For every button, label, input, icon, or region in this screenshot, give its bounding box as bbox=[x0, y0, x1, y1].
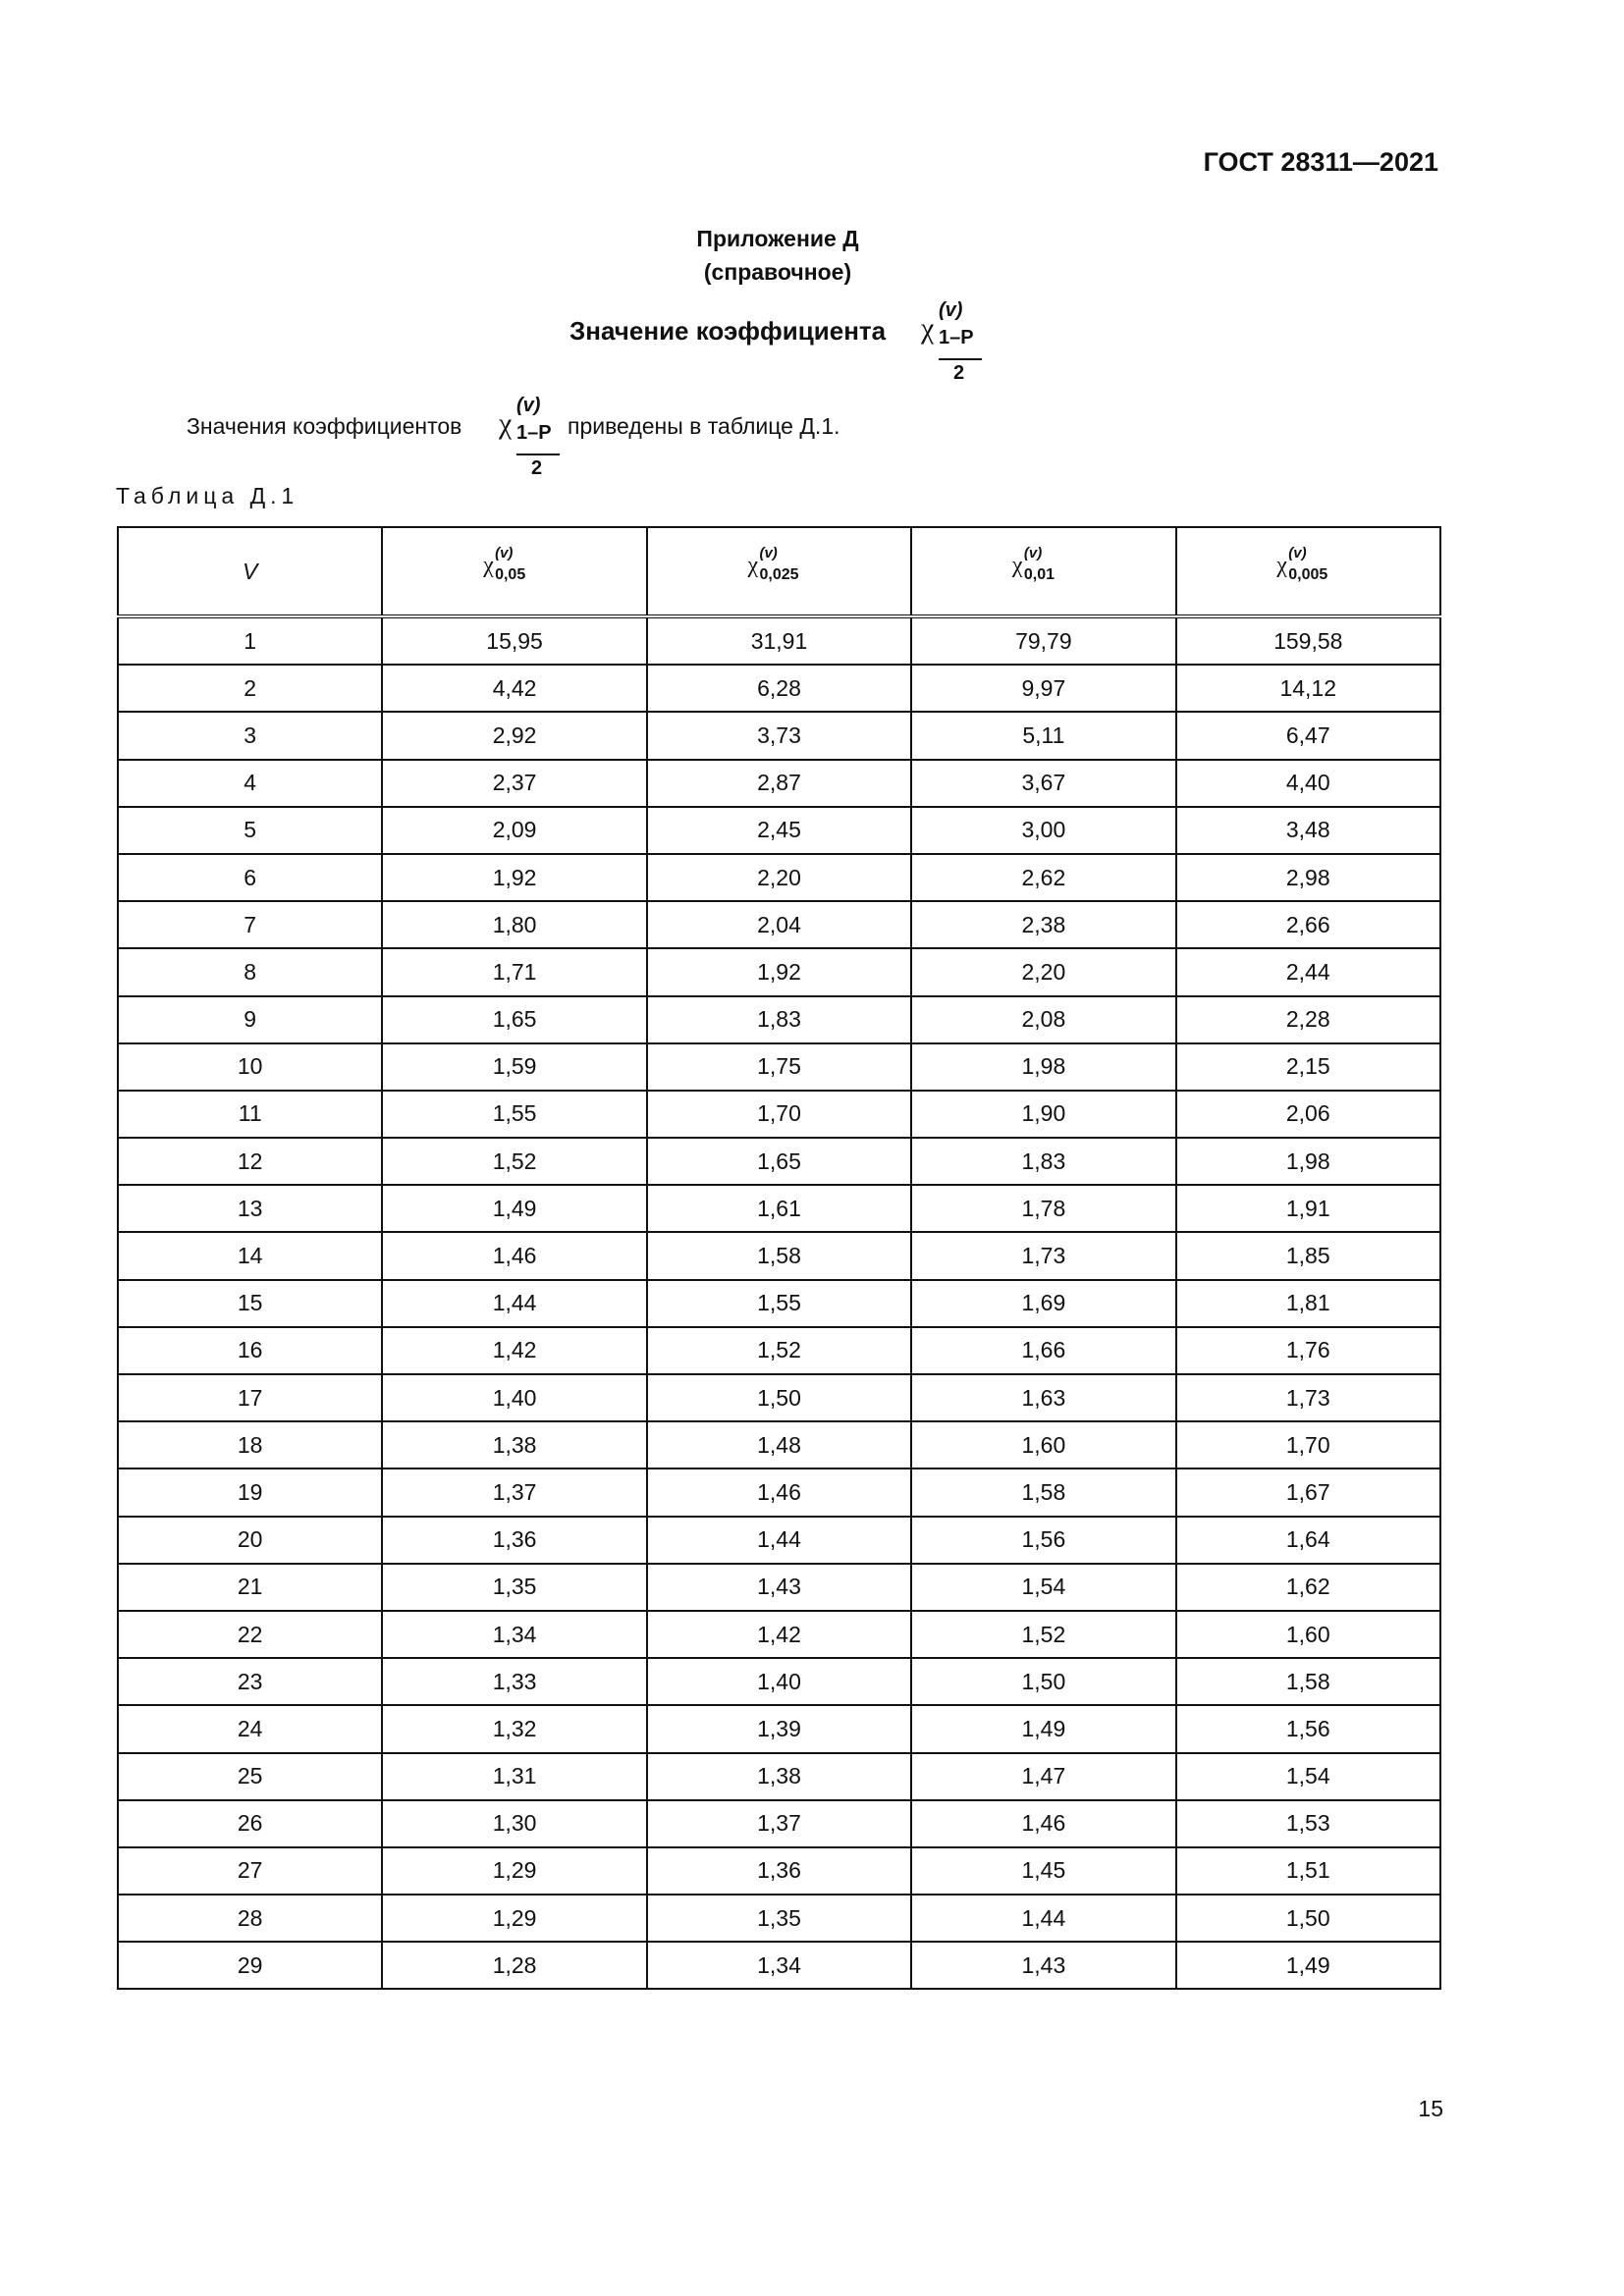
value-cell: 9,97 bbox=[911, 665, 1175, 712]
intro-formula bbox=[499, 395, 568, 483]
formula-superscript: (v) bbox=[939, 299, 963, 321]
row-v-cell: 4 bbox=[118, 760, 382, 807]
row-v-cell: 20 bbox=[118, 1517, 382, 1564]
coefficient-table bbox=[117, 526, 1441, 1990]
row-v-cell: 3 bbox=[118, 712, 382, 759]
value-cell: 1,69 bbox=[911, 1280, 1175, 1327]
row-v-cell: 5 bbox=[118, 807, 382, 854]
value-cell: 1,34 bbox=[382, 1611, 646, 1658]
value-cell: 15,95 bbox=[382, 616, 646, 665]
row-v-cell: 23 bbox=[118, 1658, 382, 1705]
value-cell: 1,73 bbox=[1176, 1374, 1440, 1421]
row-v-cell: 29 bbox=[118, 1942, 382, 1989]
table-row bbox=[118, 1138, 1440, 1185]
row-v-cell: 13 bbox=[118, 1185, 382, 1232]
value-cell: 1,58 bbox=[911, 1468, 1175, 1516]
row-v-cell: 22 bbox=[118, 1611, 382, 1658]
value-cell: 1,70 bbox=[647, 1091, 911, 1138]
appendix-subtitle: (справочное) bbox=[703, 259, 852, 285]
table-label: Таблица Д.1 bbox=[116, 483, 299, 508]
row-v-cell: 28 bbox=[118, 1895, 382, 1942]
table-row bbox=[118, 1658, 1440, 1705]
value-cell: 1,33 bbox=[382, 1658, 646, 1705]
formula-fraction-line bbox=[516, 454, 560, 455]
value-cell: 1,85 bbox=[1176, 1232, 1440, 1279]
value-cell: 2,09 bbox=[382, 807, 646, 854]
value-cell: 1,83 bbox=[647, 996, 911, 1043]
value-cell: 1,44 bbox=[382, 1280, 646, 1327]
table-row bbox=[118, 1800, 1440, 1847]
table-row bbox=[118, 1895, 1440, 1942]
value-cell: 1,49 bbox=[911, 1705, 1175, 1752]
formula-denominator: 2 bbox=[953, 362, 965, 384]
table-row bbox=[118, 1564, 1440, 1611]
table-row bbox=[118, 1043, 1440, 1091]
value-cell: 1,28 bbox=[382, 1942, 646, 1989]
value-cell: 1,66 bbox=[911, 1327, 1175, 1374]
table-row bbox=[118, 616, 1440, 665]
value-cell: 3,00 bbox=[911, 807, 1175, 854]
row-v-cell: 2 bbox=[118, 665, 382, 712]
value-cell: 4,42 bbox=[382, 665, 646, 712]
header-sup: (v) bbox=[759, 545, 778, 561]
row-v-cell: 15 bbox=[118, 1280, 382, 1327]
value-cell: 1,51 bbox=[1176, 1847, 1440, 1895]
value-cell: 1,52 bbox=[911, 1611, 1175, 1658]
row-v-cell: 21 bbox=[118, 1564, 382, 1611]
value-cell: 1,37 bbox=[382, 1468, 646, 1516]
header-chi-005 bbox=[382, 527, 646, 616]
value-cell: 2,15 bbox=[1176, 1043, 1440, 1091]
value-cell: 1,64 bbox=[1176, 1517, 1440, 1564]
table-row bbox=[118, 712, 1440, 759]
value-cell: 1,48 bbox=[647, 1421, 911, 1468]
value-cell: 1,39 bbox=[647, 1705, 911, 1752]
value-cell: 1,83 bbox=[911, 1138, 1175, 1185]
value-cell: 1,81 bbox=[1176, 1280, 1440, 1327]
row-v-cell: 7 bbox=[118, 901, 382, 948]
value-cell: 2,45 bbox=[647, 807, 911, 854]
value-cell: 1,53 bbox=[1176, 1800, 1440, 1847]
header-sub: 0,01 bbox=[1023, 566, 1055, 583]
row-v-cell: 24 bbox=[118, 1705, 382, 1752]
row-v-cell: 12 bbox=[118, 1138, 382, 1185]
table-row bbox=[118, 807, 1440, 854]
row-v-cell: 14 bbox=[118, 1232, 382, 1279]
table-row bbox=[118, 1421, 1440, 1468]
header-v bbox=[118, 527, 382, 616]
value-cell: 1,43 bbox=[911, 1942, 1175, 1989]
value-cell: 1,58 bbox=[647, 1232, 911, 1279]
value-cell: 1,54 bbox=[911, 1564, 1175, 1611]
value-cell: 2,44 bbox=[1176, 948, 1440, 995]
value-cell: 1,71 bbox=[382, 948, 646, 995]
row-v-cell: 1 bbox=[118, 616, 382, 665]
value-cell: 1,50 bbox=[1176, 1895, 1440, 1942]
value-cell: 1,49 bbox=[1176, 1942, 1440, 1989]
value-cell: 1,37 bbox=[647, 1800, 911, 1847]
table-row bbox=[118, 1280, 1440, 1327]
value-cell: 1,46 bbox=[647, 1468, 911, 1516]
value-cell: 1,35 bbox=[647, 1895, 911, 1942]
value-cell: 2,38 bbox=[911, 901, 1175, 948]
value-cell: 1,38 bbox=[382, 1421, 646, 1468]
value-cell: 1,52 bbox=[647, 1327, 911, 1374]
header-symbol: χ bbox=[483, 553, 494, 578]
value-cell: 2,08 bbox=[911, 996, 1175, 1043]
value-cell: 1,92 bbox=[382, 854, 646, 901]
value-cell: 79,79 bbox=[911, 616, 1175, 665]
table-row bbox=[118, 1705, 1440, 1752]
row-v-cell: 16 bbox=[118, 1327, 382, 1374]
formula-denominator: 2 bbox=[531, 457, 543, 479]
formula-subscript: 1–P bbox=[939, 327, 974, 348]
value-cell: 2,04 bbox=[647, 901, 911, 948]
value-cell: 1,52 bbox=[382, 1138, 646, 1185]
table-row bbox=[118, 1847, 1440, 1895]
section-heading: Значение коэффициента bbox=[569, 316, 887, 346]
value-cell: 1,56 bbox=[911, 1517, 1175, 1564]
value-cell: 1,36 bbox=[647, 1847, 911, 1895]
header-sup: (v) bbox=[1023, 545, 1043, 561]
value-cell: 1,40 bbox=[382, 1374, 646, 1421]
value-cell: 1,63 bbox=[911, 1374, 1175, 1421]
row-v-cell: 26 bbox=[118, 1800, 382, 1847]
header-sub: 0,05 bbox=[495, 566, 526, 583]
value-cell: 159,58 bbox=[1176, 616, 1440, 665]
value-cell: 1,67 bbox=[1176, 1468, 1440, 1516]
header-chi-001 bbox=[911, 527, 1175, 616]
value-cell: 1,75 bbox=[647, 1043, 911, 1091]
value-cell: 1,59 bbox=[382, 1043, 646, 1091]
value-cell: 3,67 bbox=[911, 760, 1175, 807]
header-chi-0005 bbox=[1176, 527, 1440, 616]
header-sup: (v) bbox=[495, 545, 514, 561]
table-row bbox=[118, 760, 1440, 807]
value-cell: 5,11 bbox=[911, 712, 1175, 759]
header-sub: 0,025 bbox=[759, 566, 799, 583]
row-v-cell: 10 bbox=[118, 1043, 382, 1091]
row-v-cell: 9 bbox=[118, 996, 382, 1043]
header-symbol: χ bbox=[747, 553, 759, 578]
value-cell: 1,44 bbox=[647, 1517, 911, 1564]
value-cell: 2,20 bbox=[911, 948, 1175, 995]
value-cell: 1,90 bbox=[911, 1091, 1175, 1138]
value-cell: 1,36 bbox=[382, 1517, 646, 1564]
value-cell: 1,50 bbox=[647, 1374, 911, 1421]
table-row bbox=[118, 1232, 1440, 1279]
value-cell: 1,91 bbox=[1176, 1185, 1440, 1232]
appendix-title: Приложение Д bbox=[696, 226, 859, 251]
value-cell: 1,65 bbox=[382, 996, 646, 1043]
value-cell: 1,43 bbox=[647, 1564, 911, 1611]
table-row bbox=[118, 854, 1440, 901]
table-row bbox=[118, 901, 1440, 948]
value-cell: 1,49 bbox=[382, 1185, 646, 1232]
table-row bbox=[118, 1517, 1440, 1564]
row-v-cell: 18 bbox=[118, 1421, 382, 1468]
value-cell: 2,87 bbox=[647, 760, 911, 807]
value-cell: 1,98 bbox=[1176, 1138, 1440, 1185]
header-chi-0025 bbox=[647, 527, 911, 616]
value-cell: 2,37 bbox=[382, 760, 646, 807]
value-cell: 2,28 bbox=[1176, 996, 1440, 1043]
table-row bbox=[118, 996, 1440, 1043]
header-symbol: χ bbox=[1011, 553, 1023, 578]
table-row bbox=[118, 1374, 1440, 1421]
value-cell: 2,98 bbox=[1176, 854, 1440, 901]
value-cell: 1,42 bbox=[382, 1327, 646, 1374]
value-cell: 1,55 bbox=[382, 1091, 646, 1138]
value-cell: 31,91 bbox=[647, 616, 911, 665]
value-cell: 1,34 bbox=[647, 1942, 911, 1989]
value-cell: 2,06 bbox=[1176, 1091, 1440, 1138]
value-cell: 1,98 bbox=[911, 1043, 1175, 1091]
header-v-label: V bbox=[243, 558, 258, 584]
value-cell: 1,30 bbox=[382, 1800, 646, 1847]
value-cell: 1,80 bbox=[382, 901, 646, 948]
value-cell: 1,29 bbox=[382, 1895, 646, 1942]
heading-formula bbox=[921, 299, 990, 388]
value-cell: 1,29 bbox=[382, 1847, 646, 1895]
row-v-cell: 19 bbox=[118, 1468, 382, 1516]
value-cell: 1,92 bbox=[647, 948, 911, 995]
value-cell: 1,55 bbox=[647, 1280, 911, 1327]
value-cell: 1,60 bbox=[1176, 1611, 1440, 1658]
value-cell: 1,61 bbox=[647, 1185, 911, 1232]
table-row bbox=[118, 1753, 1440, 1800]
value-cell: 2,92 bbox=[382, 712, 646, 759]
value-cell: 1,60 bbox=[911, 1421, 1175, 1468]
value-cell: 3,48 bbox=[1176, 807, 1440, 854]
value-cell: 1,47 bbox=[911, 1753, 1175, 1800]
value-cell: 1,62 bbox=[1176, 1564, 1440, 1611]
value-cell: 1,40 bbox=[647, 1658, 911, 1705]
value-cell: 1,38 bbox=[647, 1753, 911, 1800]
row-v-cell: 6 bbox=[118, 854, 382, 901]
value-cell: 1,54 bbox=[1176, 1753, 1440, 1800]
value-cell: 1,31 bbox=[382, 1753, 646, 1800]
formula-symbol: χ bbox=[499, 407, 513, 440]
header-sub: 0,005 bbox=[1288, 566, 1328, 583]
table-row bbox=[118, 1611, 1440, 1658]
intro-text: Значения коэффициентов bbox=[187, 413, 462, 439]
row-v-cell: 11 bbox=[118, 1091, 382, 1138]
value-cell: 3,73 bbox=[647, 712, 911, 759]
row-v-cell: 8 bbox=[118, 948, 382, 995]
value-cell: 1,56 bbox=[1176, 1705, 1440, 1752]
value-cell: 1,73 bbox=[911, 1232, 1175, 1279]
formula-fraction-line bbox=[939, 358, 982, 360]
table-header-row bbox=[118, 527, 1440, 616]
table-row bbox=[118, 1468, 1440, 1516]
row-v-cell: 25 bbox=[118, 1753, 382, 1800]
table-body bbox=[118, 616, 1440, 1989]
value-cell: 6,28 bbox=[647, 665, 911, 712]
value-cell: 4,40 bbox=[1176, 760, 1440, 807]
value-cell: 14,12 bbox=[1176, 665, 1440, 712]
table-row bbox=[118, 665, 1440, 712]
value-cell: 1,76 bbox=[1176, 1327, 1440, 1374]
header-symbol: χ bbox=[1276, 553, 1287, 578]
value-cell: 1,46 bbox=[382, 1232, 646, 1279]
value-cell: 1,78 bbox=[911, 1185, 1175, 1232]
formula-superscript: (v) bbox=[516, 395, 541, 416]
value-cell: 2,20 bbox=[647, 854, 911, 901]
header-sup: (v) bbox=[1288, 545, 1307, 561]
value-cell: 1,58 bbox=[1176, 1658, 1440, 1705]
value-cell: 2,62 bbox=[911, 854, 1175, 901]
value-cell: 6,47 bbox=[1176, 712, 1440, 759]
table-row bbox=[118, 1327, 1440, 1374]
value-cell: 1,70 bbox=[1176, 1421, 1440, 1468]
table-row bbox=[118, 948, 1440, 995]
row-v-cell: 27 bbox=[118, 1847, 382, 1895]
value-cell: 1,32 bbox=[382, 1705, 646, 1752]
table-row bbox=[118, 1185, 1440, 1232]
value-cell: 1,65 bbox=[647, 1138, 911, 1185]
value-cell: 1,35 bbox=[382, 1564, 646, 1611]
document-code: ГОСТ 28311—2021 bbox=[1203, 147, 1438, 177]
table-row bbox=[118, 1942, 1440, 1989]
value-cell: 1,44 bbox=[911, 1895, 1175, 1942]
value-cell: 1,50 bbox=[911, 1658, 1175, 1705]
row-v-cell: 17 bbox=[118, 1374, 382, 1421]
formula-subscript: 1–P bbox=[516, 422, 552, 444]
value-cell: 1,45 bbox=[911, 1847, 1175, 1895]
page-number: 15 bbox=[1418, 2096, 1443, 2121]
value-cell: 1,46 bbox=[911, 1800, 1175, 1847]
intro-text-after: приведены в таблице Д.1. bbox=[568, 413, 840, 439]
formula-symbol: χ bbox=[921, 312, 935, 345]
value-cell: 1,42 bbox=[647, 1611, 911, 1658]
value-cell: 2,66 bbox=[1176, 901, 1440, 948]
table-row bbox=[118, 1091, 1440, 1138]
